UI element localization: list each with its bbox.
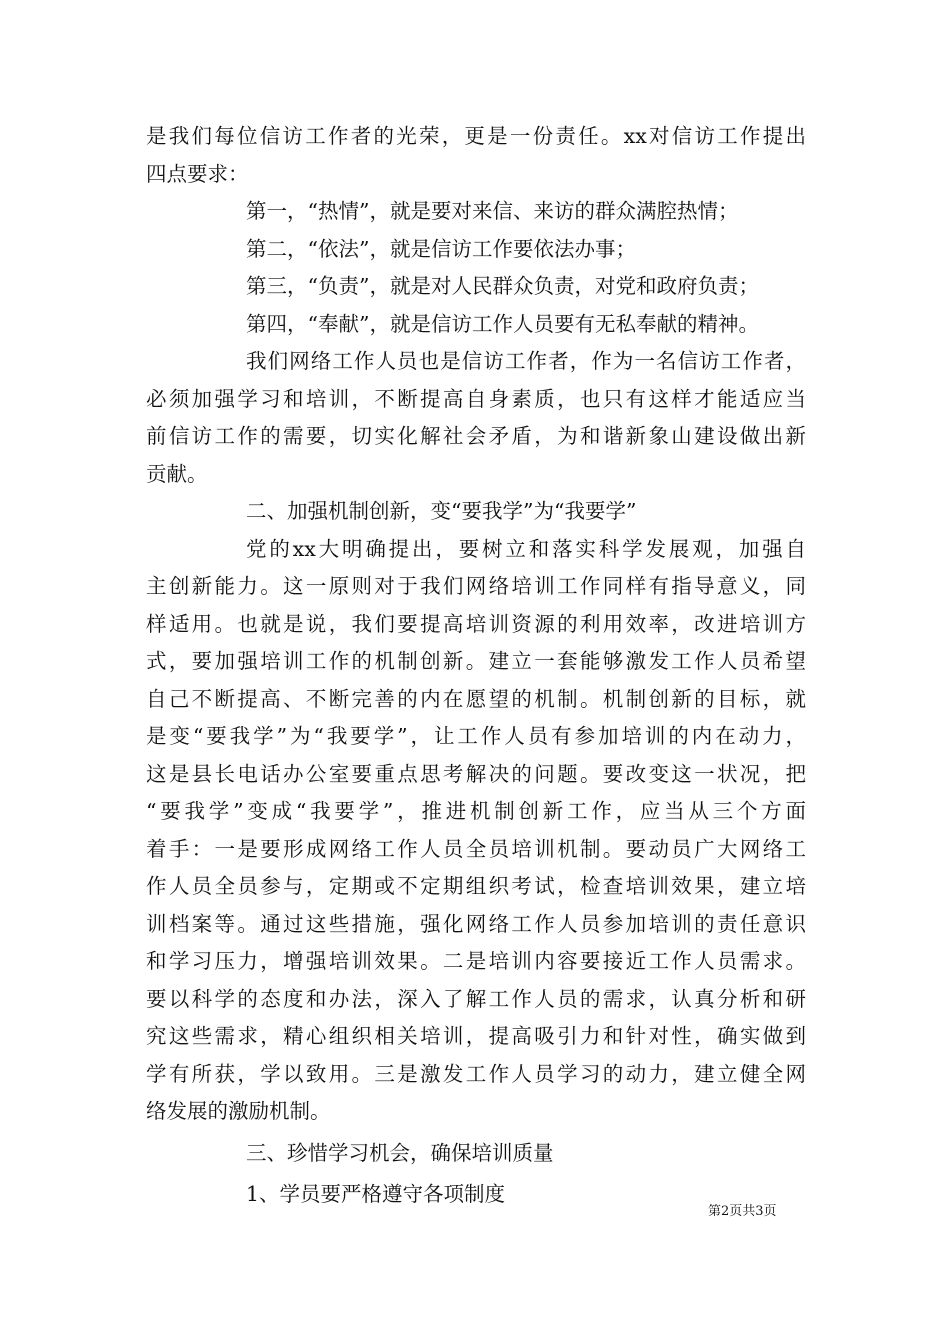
paragraph-line: 要以科学的态度和办法，深入了解工作人员的需求，认真分析和研 xyxy=(146,986,806,1011)
document-body xyxy=(146,118,806,1214)
paragraph-line: 前信访工作的需要，切实化解社会矛盾，为和谐新象山建设做出新 xyxy=(146,424,806,448)
requirement-item: 第三，“负责”，就是对人民群众负责，对党和政府负责； xyxy=(246,274,759,298)
paragraph-line: 和学习压力，增强培训效果。二是培训内容要接近工作人员需求。 xyxy=(146,949,806,973)
section-heading: 三、珍惜学习机会，确保培训质量 xyxy=(246,1140,554,1165)
requirement-item: 第一，“热情”，就是要对来信、来访的群众满腔热情； xyxy=(246,199,739,223)
paragraph-line: 是变“要我学”为“我要学”，让工作人员有参加培训的内在动力， xyxy=(146,724,806,748)
paragraph-line: “要我学”变成“我要学”，推进机制创新工作，应当从三个方面 xyxy=(146,799,806,823)
section-heading: 二、加强机制创新，变“要我学”为“我要学” xyxy=(246,499,637,523)
paragraph-line: 式，要加强培训工作的机制创新。建立一套能够激发工作人员希望 xyxy=(146,649,806,673)
paragraph-line: 样适用。也就是说，我们要提高培训资源的利用效率，改进培训方 xyxy=(146,611,806,636)
paragraph-line: 作人员全员参与，定期或不定期组织考试，检查培训效果，建立培 xyxy=(146,874,806,898)
paragraph-line: 主创新能力。这一原则对于我们网络培训工作同样有指导意义，同 xyxy=(146,574,806,598)
paragraph-line: 训档案等。通过这些措施，强化网络工作人员参加培训的责任意识 xyxy=(146,911,806,936)
paragraph-line: 必须加强学习和培训，不断提高自身素质，也只有这样才能适应当 xyxy=(146,386,806,411)
paragraph-line: 究这些需求，精心组织相关培训，提高吸引力和针对性，确实做到 xyxy=(146,1024,806,1048)
requirement-item: 第四，“奉献”，就是信访工作人员要有无私奉献的精神。 xyxy=(246,311,759,336)
requirement-item: 第二，“依法”，就是信访工作要依法办事； xyxy=(246,236,636,261)
paragraph-line: 我们网络工作人员也是信访工作者，作为一名信访工作者， xyxy=(246,349,806,373)
paragraph-line: 贡献。 xyxy=(146,461,208,486)
paragraph-line: 这是县长电话办公室要重点思考解决的问题。要改变这一状况，把 xyxy=(146,761,806,786)
paragraph-line: 四点要求： xyxy=(146,161,249,186)
page-number: 第2页共3页 xyxy=(708,1204,777,1219)
paragraph-line: 学有所获，学以致用。三是激发工作人员学习的动力，建立健全网 xyxy=(146,1061,806,1086)
subsection-heading: 1、学员要严格遵守各项制度 xyxy=(246,1182,506,1206)
paragraph-line: 络发展的激励机制。 xyxy=(146,1099,331,1123)
paragraph-line: 党的xx大明确提出，要树立和落实科学发展观，加强自 xyxy=(246,536,806,561)
paragraph-line: 是我们每位信访工作者的光荣，更是一份责任。xx对信访工作提出 xyxy=(146,124,806,148)
paragraph-line: 着手：一是要形成网络工作人员全员培训机制。要动员广大网络工 xyxy=(146,836,806,861)
paragraph-line: 自己不断提高、不断完善的内在愿望的机制。机制创新的目标，就 xyxy=(146,686,806,711)
